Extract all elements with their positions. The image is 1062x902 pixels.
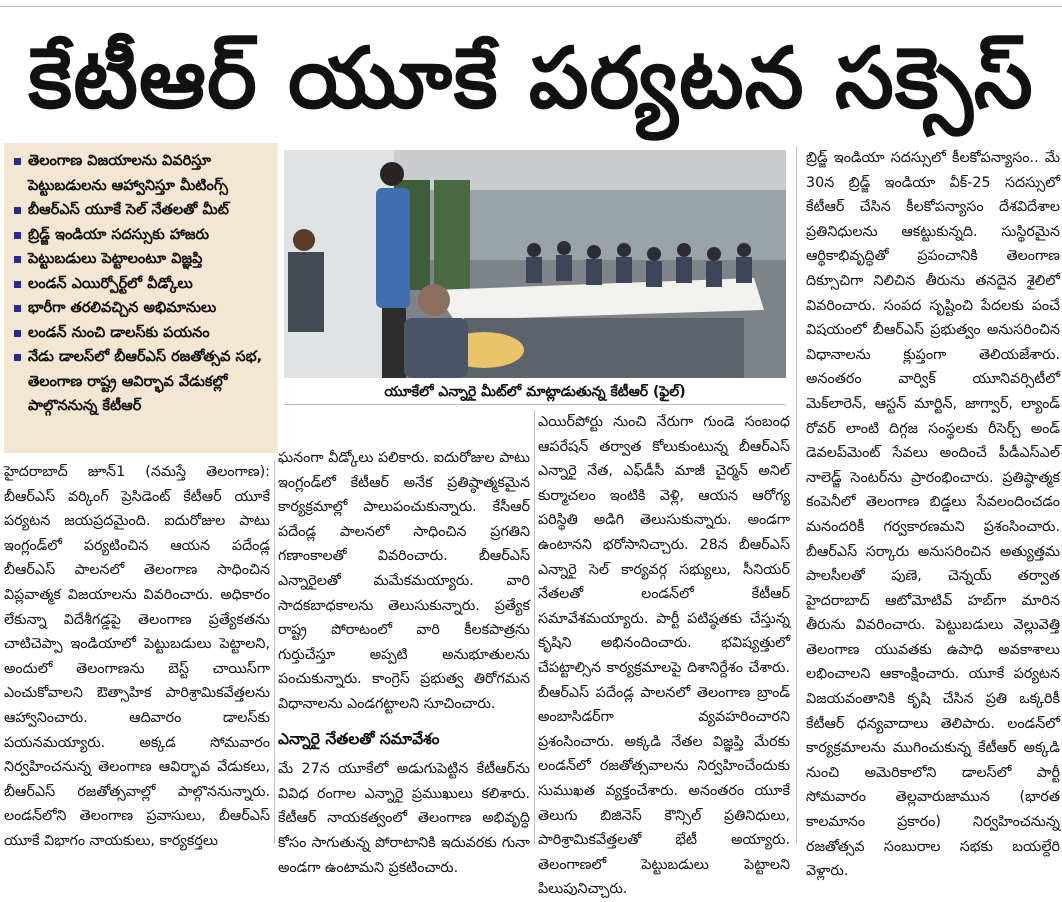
highlights-list bbox=[12, 149, 274, 419]
headline: కేటీఆర్ యూకే పర్యటన సక్సెస్ bbox=[28, 29, 1034, 127]
subheading: ఎన్నారై నేతలతో సమావేశం bbox=[278, 729, 440, 748]
article-column-2 bbox=[278, 446, 530, 876]
highlight-item: లండన్ నుంచి డాలస్‌కు పయనం bbox=[12, 321, 274, 346]
article-paragraph: ఘనంగా వీడ్కోలు పలికారు. ఐదురోజుల పాటు ఇంగ్లండ్‌లో కేటీఆర్ అనేక ప్రతిష్ఠాత్మకమైన కార్యక్రమాల్లో పాలుపంచుకున్నారు. కేసీఆర్ పదేండ్ల పాలనలో సాధించిన ప్రగతిని గణాంకాలతో వివరించారు. బీఆర్ఎస్ ఎన్నారైలతో మమేకమయ్యారు. వారి సాదకబాధకాలను తెలుసుకున్నారు. ప్రత్యేక రాష్ట్ర పోరాటంలో వారి కీలకపాత్రను గుర్తుచేస్తూ అప్పటి అనుభూతులను పంచుకున్నారు. కాంగ్రెస్ ప్రభుత్వ తిరోగమన విధానాలను ఎండగట్టాలని సూచించారు. bbox=[278, 450, 530, 712]
highlight-item: బీఆర్ఎస్ యూకే సెల్ నేతలతో మీట్ bbox=[12, 198, 274, 223]
highlight-item: లండన్ ఎయిర్పోర్ట్‌లో వీడ్కోలు bbox=[12, 272, 274, 297]
highlight-item: తెలంగాణ విజయాలను వివరిస్తూ పెట్టుబడులను ఆహ్వానిస్తూ మీటింగ్స్ bbox=[12, 149, 274, 198]
article-column-1 bbox=[4, 460, 270, 849]
article-paragraph: మే 27న యూకేలో అడుగుపెట్టిన కేటీఆర్‌ను వివిధ రంగాల ఎన్నారై ప్రముఖులు కలిశారు. కేటీఆర్ నాయకత్వంలో తెలంగాణ అభివృద్ధి కోసం సాగుతున్న పోరాటానికి ఇదువరకు గునా అండగా ఉంటామని ప్రకటించారు. bbox=[278, 761, 530, 876]
highlight-item: బ్రిడ్జ్ ఇండియా సదస్సుకు హాజరు bbox=[12, 223, 274, 248]
column-divider bbox=[796, 146, 797, 844]
highlight-item: భారీగా తరలివచ్చిన అభిమానులు bbox=[12, 296, 274, 321]
highlight-item: నేడు డాలస్‌లో బీఆర్ఎస్ రజతోత్సవ సభ, తెలంగాణ రాష్ట్ర ఆవిర్భావ వేడుకల్లో పాల్గొననున్న కేటీఆర్ bbox=[12, 345, 274, 419]
highlight-item: పెట్టుబడులు పెట్టాలంటూ విజ్ఞప్తి bbox=[12, 247, 274, 272]
article-paragraph: ఎయిర్‌పోర్టు నుంచి నేరుగా గుండె సంబంధ ఆపరేషన్ తర్వాత కోలుకుంటున్న బీఆర్ఎస్ ఎన్నారై నేత, ఎఫ్‌డీసీ మాజీ చైర్మన్ అనిల్ కుర్మాచలం ఇంటికి వెళ్లి, ఆయన ఆరోగ్య పరిస్థితి అడిగి తెలుసుకున్నారు. అండగా ఉంటానని భరోసానిచ్చారు. 28న బీఆర్ఎస్ ఎన్నారై సెల్ కార్యవర్గ సభ్యులు, సీనియర్ నేతలతో లండన్‌లో కేటీఆర్ సమావేశమయ్యారు. పార్టీ పటిష్ఠతకు చేస్తున్న కృషిని అభినందించారు. భవిష్యత్తులో చేపట్టాల్సిన కార్యక్రమాలపై దిశానిర్దేశం చేశారు. బీఆర్ఎస్ పదేండ్ల పాలనలో తెలంగాణ బ్రాండ్ అంబాసిడర్‌గా వ్యవహరించారని ప్రశంసించారు. అక్కడి నేతల విజ్ఞప్తి మేరకు లండన్‌లో రజతోత్సవాలను నిర్వహించేందుకు సుముఖత వ్యక్తంచేశారు. అనంతరం యూకే తెలుగు బిజినెస్ కౌన్సిల్ ప్రతినిధులు, పారిశ్రామికవేత్తలతో భేటీ అయ్యారు. తెలంగాణలో పెట్టుబడులు పెట్టాలని పిలుపునిచ్చారు. bbox=[538, 414, 790, 898]
photo-caption: యూకేలో ఎన్నారై మీట్‌లో మాట్లాడుతున్న కేటీఆర్ (ఫైల్) bbox=[284, 380, 786, 405]
column-divider bbox=[274, 460, 275, 844]
column-divider bbox=[534, 410, 535, 844]
top-rule bbox=[0, 0, 1062, 7]
article-column-3 bbox=[538, 410, 790, 898]
highlights-box bbox=[4, 143, 278, 453]
news-photo bbox=[284, 150, 786, 378]
article-paragraph: బ్రిడ్జ్ ఇండియా సదస్సులో కీలకోపన్యాసం.. మే 30న బ్రిడ్జ్ ఇండియా వీక్-25 సదస్సులో కేటీఆర్ చేసిన కీలకోపన్యాసం దేశవిదేశాల ప్రతినిధులను ఆకట్టుకున్నది. సుస్థిరమైన ఆర్థికాభివృద్ధితో ప్రపంచానికి తెలంగాణ దిక్సూచిగా నిలిచిన తీరును తనదైన శైలిలో వివరించారు. సంపద సృష్టించి పేదలకు పంచే విషయంలో బీఆర్ఎస్ ప్రభుత్వం అనుసరించిన విధానాలను క్లుప్తంగా తెలియజేశారు. అనంతరం వార్విక్ యూనివర్సిటీలో మెక్‌లారెన్, ఆస్టన్ మార్టిన్, జాగ్వార్, ల్యాండ్ రోవర్ లాంటి దిగ్గజ సంస్థలకు రీసెర్చ్ అండ్ డెవలప్‌మెంట్ సేవలు అందించే పీడీఎస్ఎల్ నాలెడ్జ్ సెంటర్‌ను ప్రారంభించారు. ప్రతిష్ఠాత్మక కంపెనీలో తెలంగాణ బిడ్డలు సేవలందించడం మనందరికీ గర్వకారణమని ప్రశంసించారు. బీఆర్ఎస్ సర్కారు అనుసరించిన అత్యుత్తమ పాలసీలతో పుణె, చెన్నయ్ తర్వాత హైదరాబాద్ ఆటోమోటివ్ హబ్‌గా మారిన తీరును వివరించారు. పెట్టుబడులు వెల్లువెత్తి తెలంగాణ యువతకు ఉపాధి అవకాశాలు లభించాలని ఆకాంక్షించారు. యూకే పర్యటన విజయవంతానికి కృషి చేసిన ప్రతి ఒక్కరికీ కేటీఆర్ ధన్యవాదాలు తెలిపారు. లండన్‌లో కార్యక్రమాలను ముగించుకున్న కేటీఆర్ అక్కడి నుంచి అమెరికాలోని డాలస్‌లో పార్టీ సోమవారం తెల్లవారుజామున (భారత కాలమానం ప్రకారం) నిర్వహించనున్న రజతోత్సవ సంబురాల సభకు బయల్దేరి వెళ్లారు. bbox=[806, 150, 1060, 880]
article-paragraph: హైదరాబాద్ జూన్1 (నమస్తే తెలంగాణ): బీఆర్ఎస్ వర్కింగ్ ప్రెసిడెంట్ కేటీఆర్ యూకే పర్యటన జయప్రదమైంది. ఐదురోజుల పాటు ఇంగ్లండ్‌లో పర్యటించిన ఆయన పదేండ్ల బీఆర్ఎస్ పాలనలో తెలంగాణ సాధించిన విప్లవాత్మక విజయాలను వివరించారు. అధికారం లేకున్నా విదేశీగడ్డపై తెలంగాణ ప్రత్యేకతను చాటిచెప్పా ఇండియాలో పెట్టుబడులు పెట్టాలని, అందులో తెలంగాణను బెస్ట్ చాయిస్‌గా ఎంచుకోవాలని ఔత్సాహిక పారిశ్రామికవేత్తలను ఆహ్వానించారు. ఆదివారం డాలస్‌కు పయనమయ్యారు. అక్కడ సోమవారం నిర్వహించనున్న తెలంగాణ ఆవిర్భావ వేడుకలు, బీఆర్ఎస్ రజతోత్సవాల్లో పాల్గొననున్నారు. లండన్‌లోని తెలంగాణ ప్రవాసులు, బీఆర్ఎస్ యూకే విభాగం నాయకులు, కార్యకర్తలు bbox=[4, 464, 270, 849]
meeting-photo-illustration bbox=[284, 150, 786, 378]
article-column-4 bbox=[806, 146, 1060, 880]
